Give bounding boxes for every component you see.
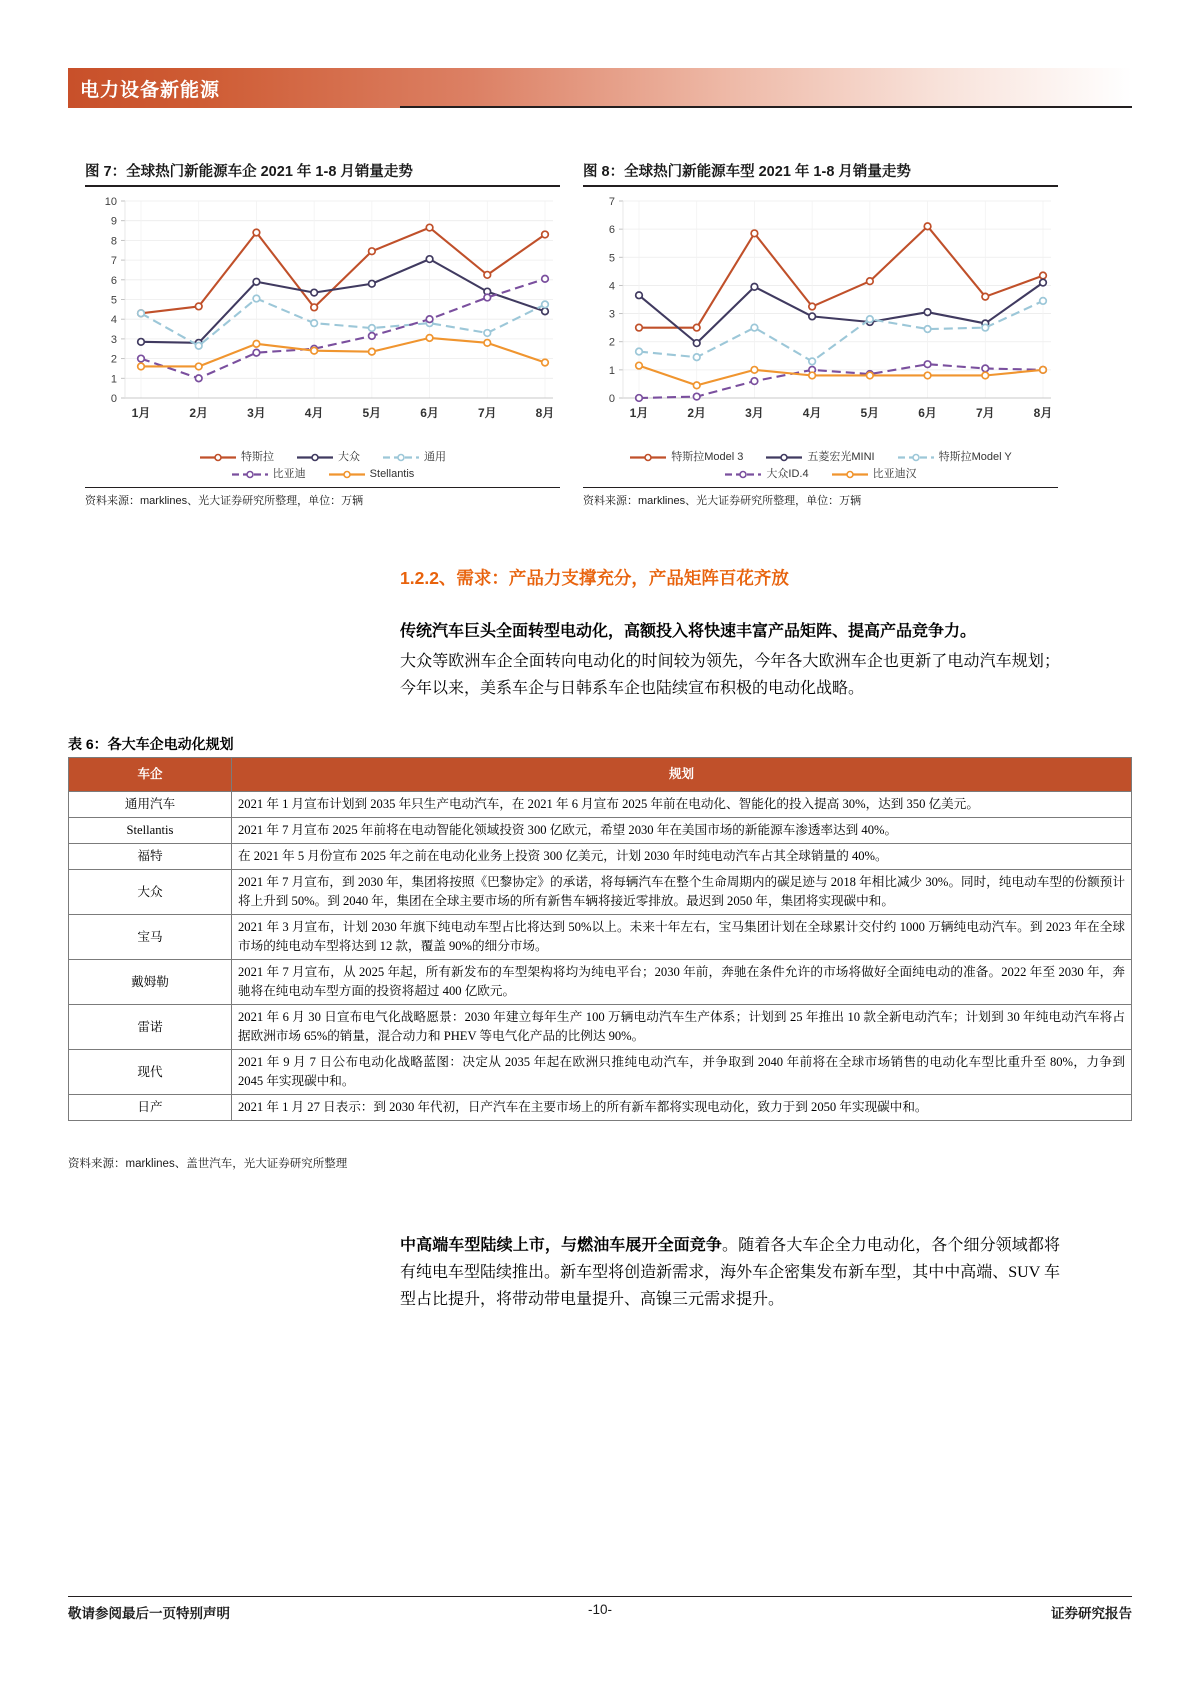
table-cell-plan: 2021 年 7 月宣布，从 2025 年起，所有新发布的车型架构将均为纯电平台；2030 年前，奔驰在条件允许的市场将做好全面纯电动的准备。2022 年至 2030 年，奔驰将在纯电动车型方面的投资将超过 400 亿欧元。	[232, 960, 1132, 1005]
footer-rule	[68, 1596, 1132, 1597]
footer-right: 证券研究报告	[1051, 1606, 1132, 1621]
table-row	[69, 818, 1132, 844]
legend-label: 特斯拉Model 3	[671, 450, 744, 463]
legend-swatch	[231, 469, 269, 480]
table-cell-plan: 2021 年 3 月宣布，计划 2030 年旗下纯电动车型占比将达到 50%以上。未来十年左右，宝马集团计划在全球累计交付约 1000 万辆纯电动汽车。到 2023 年在全球市场的纯电动车型将达到 12 款，覆盖 90%的细分市场。	[232, 915, 1132, 960]
table-cell-company: 雷诺	[69, 1005, 232, 1050]
table-row	[69, 960, 1132, 1005]
legend-item	[831, 466, 917, 483]
svg-text:7: 7	[110, 254, 117, 267]
svg-text:6月: 6月	[420, 405, 439, 420]
svg-text:4月: 4月	[304, 405, 324, 420]
legend-swatch	[897, 452, 935, 463]
legend-label: 大众	[338, 450, 360, 463]
table-row	[69, 1050, 1132, 1095]
legend-item	[296, 449, 360, 466]
svg-text:10: 10	[104, 195, 117, 208]
svg-text:7月: 7月	[477, 405, 497, 420]
svg-text:7: 7	[608, 195, 615, 208]
svg-text:3: 3	[608, 308, 615, 321]
table-cell-company: Stellantis	[69, 818, 232, 844]
table-col-plan: 规划	[232, 758, 1132, 792]
legend-swatch	[765, 452, 803, 463]
section-heading: 1.2.2、需求：产品力支撑充分，产品矩阵百花齐放	[400, 568, 789, 588]
table-cell-plan: 2021 年 1 月 27 日表示：到 2030 年代初，日产汽车在主要市场上的所有新车都将实现电动化，致力于到 2050 年实现碳中和。	[232, 1095, 1132, 1121]
svg-text:8月: 8月	[535, 405, 555, 420]
figure-7-source: 资料来源：marklines、光大证券研究所整理，单位：万辆	[85, 487, 560, 508]
section-body-paragraph: 大众等欧洲车企全面转向电动化的时间较为领先，今年各大欧洲车企也更新了电动汽车规划；今年以来，美系车企与日韩系车企也陆续宣布积极的电动化战略。	[400, 653, 1060, 697]
closing-body: 。随着各大车企全力电动化，各个细分领域都将有纯电车型陆续推出。新车型将创造新需求，海外车企密集发布新车型，其中中高端、SUV 车型占比提升，将带动带电量提升、高镍三元需求提升。	[400, 1237, 1060, 1308]
svg-text:3月: 3月	[745, 405, 764, 420]
legend-item	[231, 466, 306, 483]
table-cell-plan: 2021 年 1 月宣布计划到 2035 年只生产电动汽车，在 2021 年 6 月宣布 2025 年前在电动化、智能化的投入提高 30%，达到 350 亿美元。	[232, 792, 1132, 818]
svg-text:0: 0	[608, 392, 615, 405]
footer-left: 敬请参阅最后一页特别声明	[68, 1606, 230, 1621]
table-row	[69, 915, 1132, 960]
svg-text:1月: 1月	[131, 405, 151, 420]
svg-text:1: 1	[110, 372, 117, 385]
table-cell-plan: 2021 年 7 月宣布 2025 年前将在电动智能化领域投资 300 亿欧元，希望 2030 年在美国市场的新能源车渗透率达到 40%。	[232, 818, 1132, 844]
figure-8-plot-area	[583, 187, 1058, 487]
legend-label: 五菱宏光MINI	[807, 450, 875, 463]
legend-item	[328, 466, 415, 483]
closing-lead: 中高端车型陆续上市，与燃油车展开全面竞争	[400, 1237, 722, 1254]
legend-item	[897, 449, 1012, 466]
figure-7-legend	[85, 449, 560, 483]
svg-text:9: 9	[110, 215, 117, 228]
figure-7	[85, 162, 560, 508]
table-cell-company: 福特	[69, 844, 232, 870]
figure-8-legend	[583, 449, 1058, 483]
svg-text:6月: 6月	[918, 405, 937, 420]
table-cell-plan: 2021 年 7 月宣布，到 2030 年，集团将按照《巴黎协定》的承诺，将每辆汽车在整个生命周期内的碳足迹与 2018 年相比减少 30%。同时，纯电动车型的份额预计将上升到 50%。到 2040 年，集团在全球主要市场的所有新售车辆将接近零排放。最迟到 2050 年，集团将实现碳中和。	[232, 870, 1132, 915]
legend-item	[724, 466, 808, 483]
svg-text:5: 5	[608, 251, 615, 264]
figure-7-chart	[85, 193, 560, 451]
table-cell-company: 通用汽车	[69, 792, 232, 818]
svg-text:1: 1	[608, 364, 615, 377]
table-cell-plan: 2021 年 9 月 7 日公布电动化战略蓝图：决定从 2035 年起在欧洲只推纯电动汽车，并争取到 2040 年前将在全球市场销售的电动化车型比重升至 80%，力争到 2045 年实现碳中和。	[232, 1050, 1132, 1095]
legend-swatch	[382, 452, 420, 463]
legend-label: 比亚迪	[272, 467, 306, 480]
header-rule	[400, 106, 1132, 108]
legend-swatch	[199, 452, 237, 463]
legend-swatch	[629, 452, 667, 463]
closing-paragraph	[400, 1232, 1060, 1313]
legend-swatch	[724, 469, 762, 480]
svg-text:2月: 2月	[189, 405, 209, 420]
legend-item	[199, 449, 274, 466]
svg-text:2: 2	[608, 336, 615, 349]
table-cell-plan: 2021 年 6 月 30 日宣布电气化战略愿景：2030 年建立每年生产 100 万辆电动汽车生产体系；计划到 25 年推出 10 款全新电动汽车；计划到 30 年纯电动汽车将占据欧洲市场 65%的销量，混合动力和 PHEV 等电气化产品的比例达 90%。	[232, 1005, 1132, 1050]
section-lead-paragraph: 传统汽车巨头全面转型电动化，高额投入将快速丰富产品矩阵、提高产品竞争力。	[400, 623, 977, 640]
table-cell-company: 大众	[69, 870, 232, 915]
legend-label: 特斯拉Model Y	[938, 450, 1012, 463]
legend-swatch	[328, 469, 366, 480]
legend-item	[765, 449, 874, 466]
table-row	[69, 844, 1132, 870]
svg-text:3: 3	[110, 333, 117, 346]
figure-8-title: 图 8：全球热门新能源车型 2021 年 1-8 月销量走势	[583, 164, 911, 180]
svg-text:7月: 7月	[975, 405, 995, 420]
table-row	[69, 1095, 1132, 1121]
table-source: 资料来源：marklines、盖世汽车，光大证券研究所整理	[68, 1158, 348, 1170]
legend-label: Stellantis	[369, 467, 415, 480]
header-title: 电力设备新能源	[80, 80, 221, 101]
svg-text:4月: 4月	[802, 405, 822, 420]
legend-swatch	[296, 452, 334, 463]
svg-text:8月: 8月	[1033, 405, 1053, 420]
figure-8-chart	[583, 193, 1058, 451]
table-row	[69, 1005, 1132, 1050]
svg-text:3月: 3月	[247, 405, 266, 420]
table-col-company: 车企	[69, 758, 232, 792]
legend-label: 比亚迪汉	[872, 467, 917, 480]
table-cell-company: 宝马	[69, 915, 232, 960]
table-caption: 表 6：各大车企电动化规划	[68, 736, 234, 752]
svg-text:4: 4	[608, 280, 615, 293]
svg-text:6: 6	[608, 223, 615, 236]
svg-text:6: 6	[110, 274, 117, 287]
legend-label: 特斯拉	[241, 450, 274, 463]
table-cell-plan: 在 2021 年 5 月份宣布 2025 年之前在电动化业务上投资 300 亿美元，计划 2030 年时纯电动汽车占其全球销量的 40%。	[232, 844, 1132, 870]
table-row	[69, 792, 1132, 818]
footer-page-number: -10-	[587, 1602, 612, 1617]
figure-7-title: 图 7：全球热门新能源车企 2021 年 1-8 月销量走势	[85, 164, 413, 180]
legend-swatch	[831, 469, 869, 480]
svg-text:2: 2	[110, 353, 117, 366]
table-cell-company: 戴姆勒	[69, 960, 232, 1005]
table-header-row	[69, 758, 1132, 792]
legend-label: 大众ID.4	[766, 467, 809, 480]
figure-8-source: 资料来源：marklines、光大证券研究所整理，单位：万辆	[583, 487, 1058, 508]
svg-text:4: 4	[110, 313, 117, 326]
table-cell-company: 日产	[69, 1095, 232, 1121]
svg-text:5: 5	[110, 294, 117, 307]
ev-plan-table	[68, 757, 1132, 1121]
page-header-banner	[68, 68, 1132, 108]
svg-text:8: 8	[110, 234, 117, 247]
svg-text:5月: 5月	[362, 405, 382, 420]
svg-text:5月: 5月	[860, 405, 880, 420]
svg-text:2月: 2月	[687, 405, 707, 420]
legend-item	[629, 449, 743, 466]
legend-label: 通用	[424, 450, 446, 463]
legend-item	[382, 449, 446, 466]
svg-text:0: 0	[110, 392, 117, 405]
table-cell-company: 现代	[69, 1050, 232, 1095]
figure-8	[583, 162, 1058, 508]
table-row	[69, 870, 1132, 915]
figure-7-plot-area	[85, 187, 560, 487]
svg-text:1月: 1月	[629, 405, 649, 420]
